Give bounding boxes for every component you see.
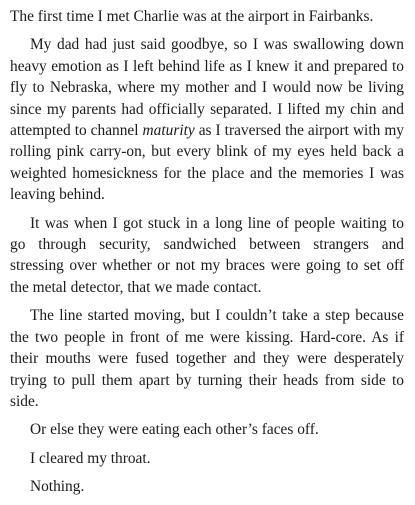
paragraph-7 bbox=[10, 476, 404, 497]
paragraph-5-text: Or else they were eating each other’s faces off. bbox=[30, 421, 319, 439]
paragraph-4-text: The line started moving, but I couldn’t take a step because the two people in front of me were kissing. Hard-core. As if their mouths were fused together and they were desperately trying to pull them apart by turning their heads from side to side. bbox=[10, 307, 404, 410]
paragraph-6 bbox=[10, 448, 404, 469]
paragraph-3 bbox=[10, 213, 404, 299]
paragraph-4 bbox=[10, 305, 404, 412]
paragraph-3-text: It was when I got stuck in a long line of people waiting to go through security, sandwiched between strangers and stressing over whether or not my braces were going to set off the metal detector, that we made contact. bbox=[10, 214, 404, 296]
paragraph-7-text: Nothing. bbox=[30, 478, 85, 496]
paragraph-6-text: I cleared my throat. bbox=[30, 449, 151, 467]
paragraph-2-emphasis: maturity bbox=[142, 122, 195, 140]
paragraph-5 bbox=[10, 419, 404, 440]
paragraph-1 bbox=[10, 6, 404, 27]
paragraph-1-text: The first time I met Charlie was at the airport in Fairbanks. bbox=[10, 8, 374, 25]
paragraph-2-text-before: My dad had just said goodbye, so I was swallowing down heavy emotion as I left behind life as I knew it and prepared to fly to Nebraska, where my mother and I would now be living since my parents had officially separated. I lifted my chin and attempted to channel bbox=[10, 36, 404, 140]
document-page bbox=[10, 6, 404, 505]
paragraph-2 bbox=[10, 34, 404, 205]
paragraph-2-text-after: as I traversed the airport with my rolling pink carry-on, but every blink of my eyes held back a weighted homesickness for the place and the memories I was leaving behind. bbox=[10, 122, 404, 204]
